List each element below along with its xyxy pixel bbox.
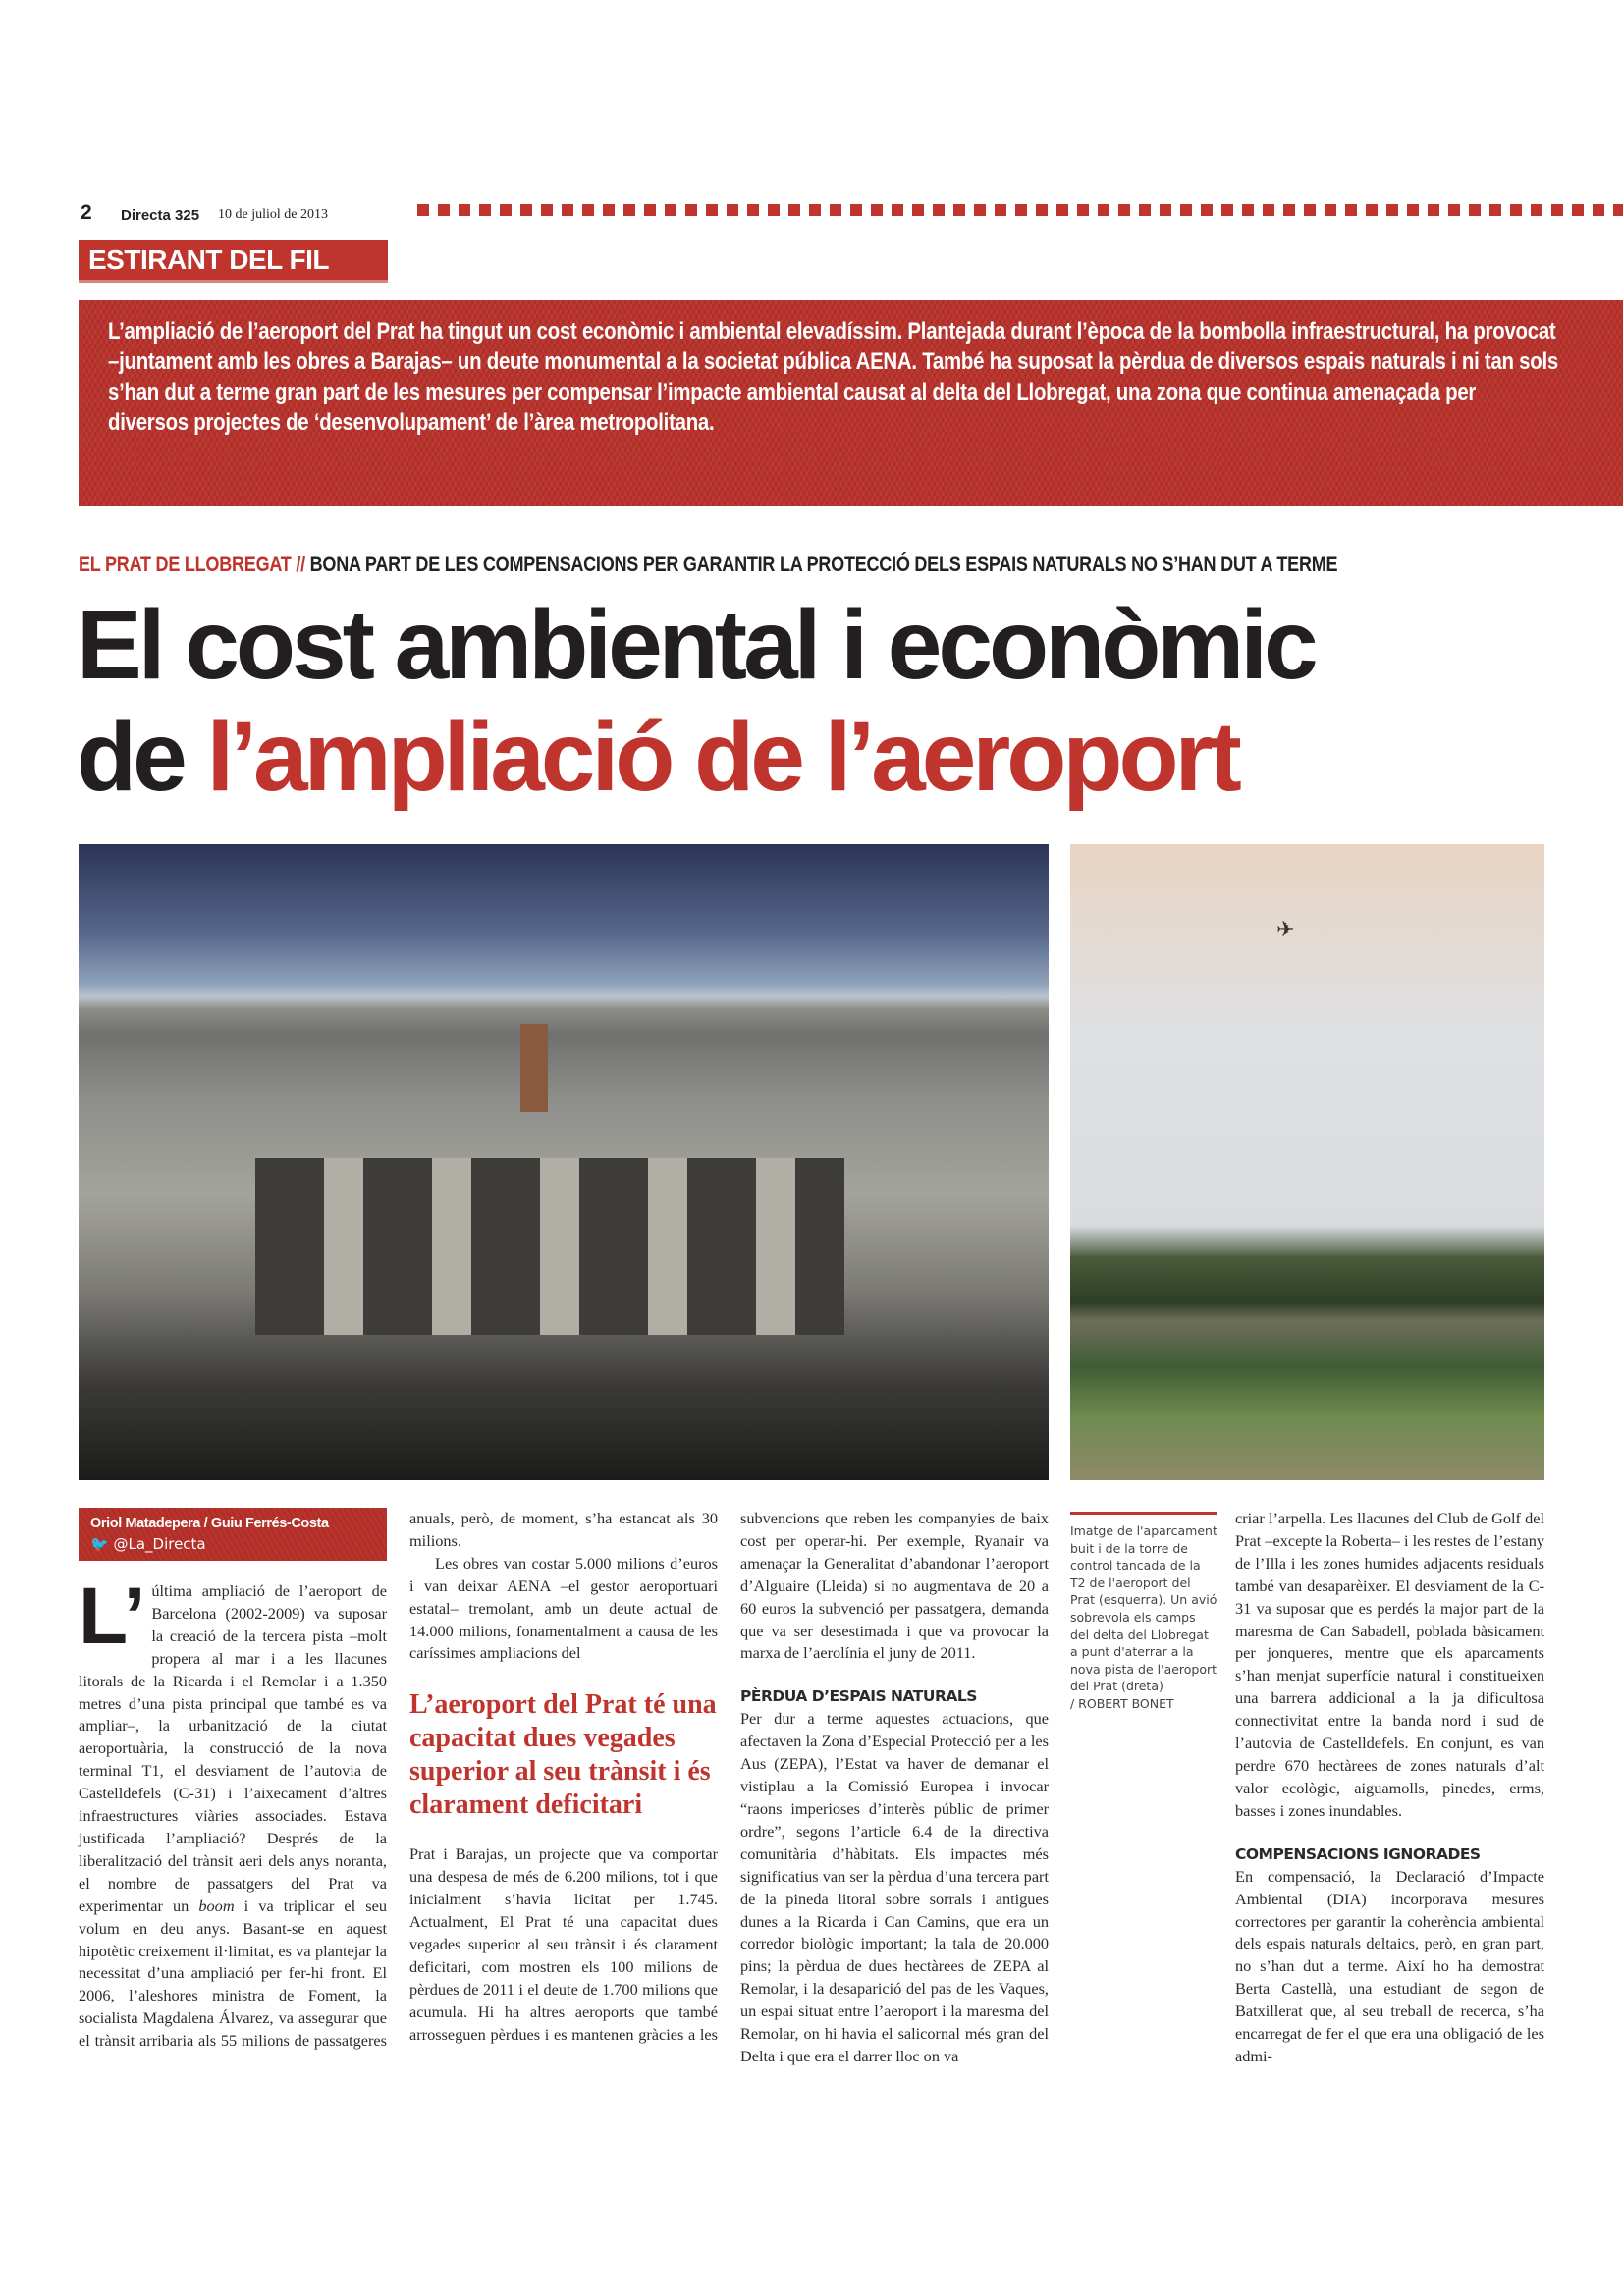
twitter-handle[interactable]: @La_Directa [113,1535,206,1553]
column-5 [1235,1508,1544,2068]
intro-text: L’ampliació de l’aeroport del Prat ha tingut un cost econòmic i ambiental elevadíssim. Plantejada durant l’època de la bombolla infraestructural, ha provocat –juntament amb les obres a Barajas– un deute monumental a la societat pública AENA. També ha suposat la pèrdua de diversos espais naturals i ni tan sols s’han dut a terme gran part de les mesures per compensar l’impacte ambiental causat al delta del Llobregat, una zona que continua amenaçada per diversos projectes de ‘desenvolupament’ de l’àrea metropolitana. [108,318,1558,436]
airplane-icon: ✈ [1276,917,1295,941]
issue-date: 10 de juliol de 2013 [218,207,328,222]
drop-cap: L’ [79,1572,146,1661]
kicker-text: BONA PART DE LES COMPENSACIONS PER GARANTIR LA PROTECCIÓ DELS ESPAIS NATURALS NO S’HAN DUT A TERME [304,552,1338,576]
caption-text: Imatge de l'aparcament buit i de la torre de control tancada de la T2 de l'aeroport del Prat (esquerra). Un avió sobrevola els camps del delta del Llobregat a punt d'aterrar a la nova pista de l'aeroport del Prat (dreta) [1070,1523,1217,1694]
headline-line-1: El cost ambiental i econòmic [77,590,1315,700]
byline-authors: Oriol Matadepera / Guiu Ferrés-Costa [90,1516,329,1531]
section-label: ESTIRANT DEL FIL [79,240,388,283]
photo-plane-over-fields [1070,844,1544,1480]
page-number: 2 [81,201,92,224]
body-paragraph: Per dur a terme aquestes actuacions, que afectaven la Zona d’Especial Protecció per a les Aus (ZEPA), l’Estat va haver de demanar el vistiplau a la Comissió Europea i invocar “raons imperioses d’interès públic de primer ordre”, segons l’article 6.4 de la directiva comunitària d’hàbitats. Els impactes més significatius van ser la pèrdua d’una tercera part de la pineda litoral sobre sorrals i antigues dunes a la Ricarda i Can Camins, que era un corredor biològic important; la tala de 20.000 pins; la pèrdua de dues hectàrees de ZEPA al Remolar, i la desaparició del pas de les Vaques, un espai situat entre l’aeroport i la maresma del Remolar, on hi havia el salicornal més gran del Delta i que era el darrer lloc on va [740,1709,1049,2065]
subheading-compensations: COMPENSACIONS IGNORADES [1235,1844,1481,1863]
headline-line-2-black: de [77,702,207,812]
decorative-dash-rule [417,204,1623,216]
body-text: última ampliació de l’aeroport de Barcelona (2002-2009) va suposar la creació de la tercera pista –molt propera al mar i a les llacunes litorals de la Ricarda i el Remolar i a 1.350 metres d’una pista principal que també es va ampliar–, la urbanització de la ciutat aeroportuària, la construcció de la nova terminal T1, el desviament de l’autovia de Castelldefels (C-31) i l’aixecament d’altres infraestructures viàries associades. Estava justificada l’ampliació? Després de la liberalització del trànsit aeri dels anys noranta, el nombre de passatgers del Prat va experimentar un [79,1581,387,1915]
article-columns [79,1508,1049,2068]
body-text: i va triplicar el seu volum en deu anys. Basant-se en aquest hipotètic creixement il·limitat, es va plantejar la necessitat d’una ampliació per fer-hi front. El 2006, l’aleshores ministra de Foment, la socialista Magdalena Álvarez, va assegurar que el trànsit arribaria als 55 milions de passatgeres anuals, però, de moment, s’ha estancat als 30 milions. [79,1509,718,2051]
body-paragraph: Les obres van costar 5.000 milions d’euros i van deixar AENA –el gestor aeroportuari estatal– tremolant, amb un deute actual de 14.000 milions, fonamentalment a causa de les caríssimes ampliacions del [409,1553,718,1663]
kicker [79,552,1337,577]
intro-box [79,300,1623,506]
kicker-location: EL PRAT DE LLOBREGAT // [79,552,305,576]
photo-parking-lot-detail [255,1158,844,1335]
pull-quote: L’aeroport del Prat té una capacitat dues vegades superior al seu trànsit i és clarament deficitari [409,1689,717,1821]
body-paragraph: En compensació, la Declaració d’Impacte Ambiental (DIA) incorporava mesures correctores per garantir la coherència ambiental dels espais naturals deltaics, però, en gran part, no s’han dut a terme. Així ho ha demostrat Berta Castellà, una estudiant de segon de Batxillerat que, al seu treball de recerca, s’ha encarregat de fer el que era una obligació de les admi- [1235,1866,1544,2065]
body-paragraph: criar l’arpella. Les llacunes del Club de Golf del Prat –excepte la Roberta– i les restes de l’estany de l’Illa i les zones humides adjacents residuals també van desaparèixer. El desviament de la C-31 va suposar que es perdés la major part de la maresma de Can Sabadell, poblada bàsicament per jonqueres, mentre que els aparcaments s’han menjat superfície natural i constitueixen una barrera addicional a la ja dificultosa connectivitat entre la banda nord i sud de l’autovia de Castelldefels. En conjunt, es van perdre 670 hectàrees de zones naturals d’alt valor ecològic, aiguamolls, pinedes, erms, basses i zones inundables. [1235,1509,1544,1820]
body-paragraph: Prat i Barajas, un projecte que va comportar una despesa de més de 6.200 milions, tot i que inicialment s’havia licitat per 1.745. Actualment, El Prat té una capacitat dues vegades superior al seu trànsit i és clarament deficitari, com mostren els 100 milions de pèrdues de 2011 i el deute de 1.700 milions que acumula. Hi ha altres aeroports que també arrosseguen pèrdues i es mantenen gràcies a les subvencions que reben les companyies de baix cost per operar-hi. Per exemple, Ryanair va amenaçar la Generalitat d’abandonar l’aeroport d’Alguaire (Lleida) si no augmentava de 20 a 60 euros la subvenció per passatgera, demanda que va ser desestimada i que va provocar la marxa de l’aerolínia el juny de 2011. [409,1509,1049,2044]
headline-line-2-red: l’ampliació de l’aeroport [206,702,1238,812]
photo-credit: / ROBERT BONET [1070,1695,1174,1711]
subheading-loss: PÈRDUA D’ESPAIS NATURALS [740,1687,977,1706]
twitter-icon: 🐦 [90,1535,109,1553]
headline [77,589,1315,813]
byline-box [79,1508,387,1561]
publication-name: Directa 325 [121,207,200,224]
body-emphasis: boom [198,1896,235,1915]
photo-caption [1070,1512,1217,1713]
photo-control-tower [520,1024,548,1112]
